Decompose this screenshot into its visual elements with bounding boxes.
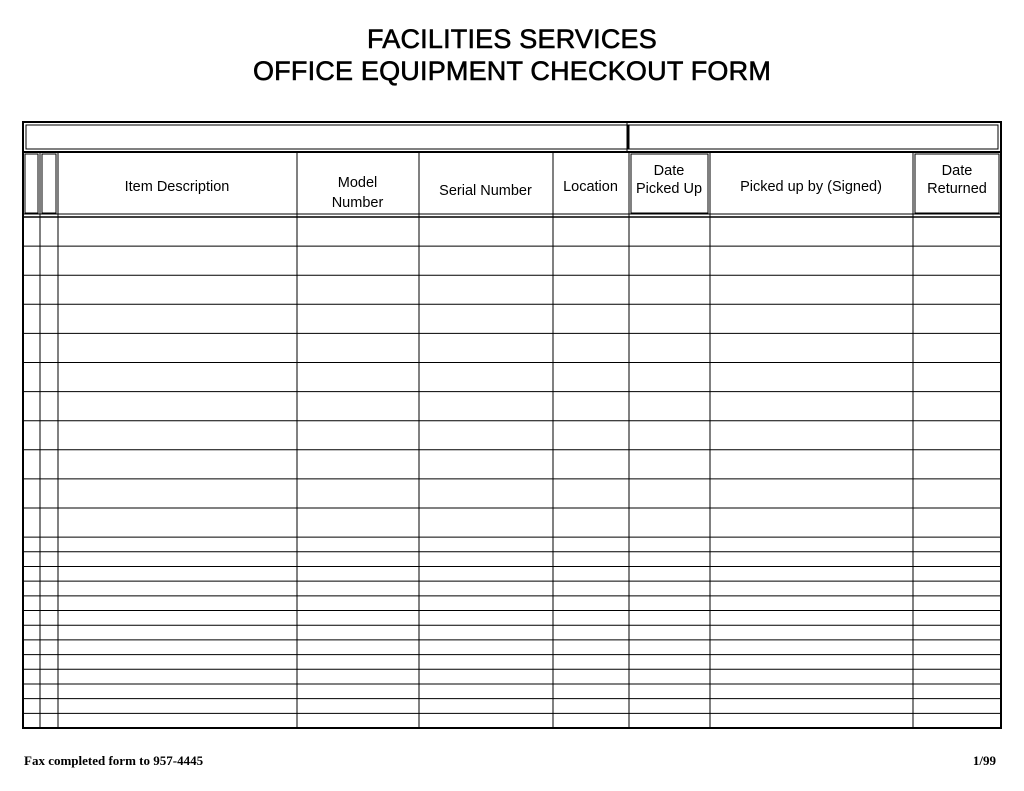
header-picked-up-by: Picked up by (Signed): [740, 179, 882, 195]
top-band-left-box: [26, 125, 628, 149]
form-revision: 1/99: [972, 753, 996, 768]
form-title-line2: OFFICE EQUIPMENT CHECKOUT FORM: [252, 56, 772, 86]
header-narrow-box: [25, 154, 38, 213]
header-location: Location: [563, 179, 618, 195]
header-model-number: Model Number: [331, 175, 384, 211]
header-date-picked-up: Date Picked Up: [635, 163, 703, 197]
header-serial-number: Serial Number: [439, 183, 532, 199]
header-narrow-box: [42, 154, 56, 213]
form-title-line1: FACILITIES SERVICES: [367, 24, 657, 54]
header-date-returned: Date Returned: [927, 163, 987, 197]
table-outer-border: [23, 122, 1001, 728]
fax-instruction: Fax completed form to 957-4445: [24, 753, 204, 768]
header-item-description: Item Description: [124, 179, 230, 195]
top-band-right-box: [629, 125, 998, 149]
